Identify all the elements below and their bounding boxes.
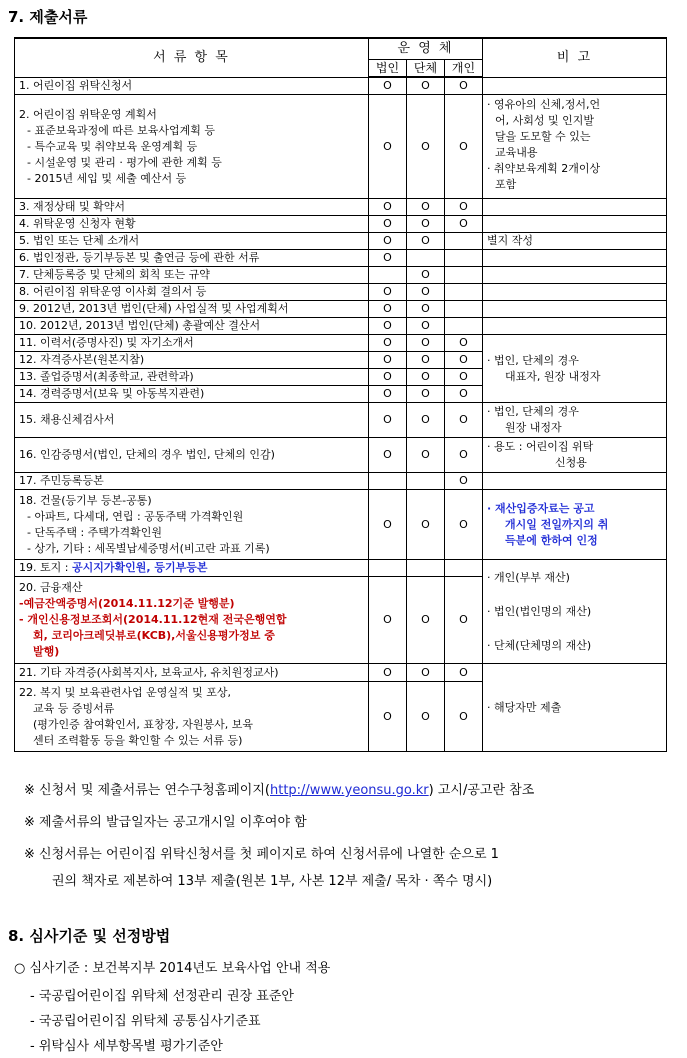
criteria-item: - 위탁심사 세부항목별 평가기준안 <box>30 1039 223 1054</box>
item-cell <box>15 233 369 250</box>
person-mark: O <box>445 577 483 664</box>
item-line: 4. 위탁운영 신청자 현황 <box>19 217 136 230</box>
table-row <box>15 233 667 250</box>
note-seal <box>483 438 667 473</box>
item-line: - 특수교육 및 취약보육 운영계획 등 <box>27 139 198 153</box>
header-operator: 운 영 체 <box>369 38 483 59</box>
table-row <box>15 318 667 335</box>
item-line: - 아파트, 다세대, 연립 : 공동주택 가격확인원 <box>27 509 244 523</box>
item-cell <box>15 403 369 438</box>
person-mark <box>445 301 483 318</box>
person-mark: O <box>445 473 483 490</box>
corp-mark: O <box>369 250 407 267</box>
land-docs: 공시지가확인원, 등기부등본 <box>71 561 208 574</box>
note-applicable: · 해당자만 제출 <box>483 664 667 752</box>
person-mark: O <box>445 386 483 403</box>
corp-mark: O <box>369 301 407 318</box>
section-7-title: 7. 제출서류 <box>8 8 88 26</box>
note-cell <box>483 284 667 301</box>
table-row <box>15 267 667 284</box>
person-mark: O <box>445 403 483 438</box>
header-person: 개인 <box>445 59 483 77</box>
table-row <box>15 284 667 301</box>
item-line: 13. 졸업증명서(최종학교, 관련학과) <box>19 370 194 383</box>
land-prefix: 19. 토지 : <box>19 561 72 574</box>
note-cell <box>483 216 667 233</box>
table-row <box>15 438 667 473</box>
corp-mark: O <box>369 369 407 386</box>
person-mark <box>445 267 483 284</box>
corp-mark: O <box>369 95 407 199</box>
group-mark <box>407 473 445 490</box>
item-cell <box>15 284 369 301</box>
note-cell <box>483 199 667 216</box>
item-line: 5. 법인 또는 단체 소개서 <box>19 234 140 247</box>
item-cell <box>15 335 369 352</box>
item-line: 교육 등 증빙서류 <box>33 701 115 715</box>
person-mark: O <box>445 216 483 233</box>
item-line: 회, 코리아크레딧뷰로(KCB),서울신용평가정보 중 <box>33 629 275 642</box>
remark-text: ) 고시/공고란 참조 <box>428 783 535 798</box>
group-mark: O <box>407 682 445 752</box>
note-line: · 법인(법인명의 재산) <box>487 604 592 618</box>
corp-mark: O <box>369 682 407 752</box>
person-mark: O <box>445 438 483 473</box>
item-line: 22. 복지 및 보육관련사업 운영실적 및 포상, <box>19 685 231 699</box>
table-row <box>15 301 667 318</box>
item-line: 1. 어린이집 위탁신청서 <box>19 78 133 92</box>
corp-mark: O <box>369 386 407 403</box>
item-line: - 시설운영 및 관리 · 평가에 관한 계획 등 <box>27 155 222 169</box>
table-row <box>15 216 667 233</box>
note-cell <box>483 250 667 267</box>
group-mark: O <box>407 369 445 386</box>
item-cell <box>15 664 369 682</box>
group-mark: O <box>407 318 445 335</box>
item-cell <box>15 560 369 577</box>
note-line: · 용도 : 어린이집 위탁 <box>487 440 594 453</box>
item-cell <box>15 216 369 233</box>
section-8-title: 8. 심사기준 및 선정방법 <box>8 927 171 945</box>
item-line: 10. 2012년, 2013년 법인(단체) 총괄예산 결산서 <box>19 319 261 332</box>
item-line: - 단독주택 : 주택가격확인원 <box>27 525 163 539</box>
corp-mark <box>369 473 407 490</box>
corp-mark <box>369 267 407 284</box>
item-line: (평가인증 참여확인서, 표창장, 자원봉사, 보육 <box>33 717 254 731</box>
table-row <box>15 490 667 560</box>
note-assets-blue <box>483 490 667 560</box>
group-mark: O <box>407 95 445 199</box>
item-cell <box>15 95 369 199</box>
note-cell <box>483 473 667 490</box>
note-line: 어, 사회성 및 인지발 <box>495 114 595 127</box>
item-line: 16. 인감증명서(법인, 단체의 경우 법인, 단체의 인감) <box>19 448 275 461</box>
table-row <box>15 403 667 438</box>
item-cell <box>15 250 369 267</box>
group-mark: O <box>407 267 445 284</box>
table-row <box>15 664 667 682</box>
group-mark <box>407 250 445 267</box>
person-mark <box>445 560 483 577</box>
note-line: · 단체(단체명의 재산) <box>487 638 592 652</box>
person-mark <box>445 233 483 250</box>
remark-text: ※ 신청서 및 제출서류는 연수구청홈페이지( <box>24 783 270 798</box>
item-line: 8. 어린이집 위탁운영 이사회 결의서 등 <box>19 285 207 298</box>
group-mark <box>407 560 445 577</box>
item-line <box>19 560 364 576</box>
item-cell <box>15 352 369 369</box>
item-cell <box>15 199 369 216</box>
note-representative <box>483 335 667 403</box>
item-line: 12. 자격증사본(원본지참) <box>19 353 145 366</box>
person-mark: O <box>445 664 483 682</box>
item-line: 2. 어린이집 위탁운영 계획서 <box>19 107 157 121</box>
item-line: - 표준보육과정에 따른 보육사업계획 등 <box>27 123 215 137</box>
item-line: 6. 법인정관, 등기부등본 및 출연금 등에 관한 서류 <box>19 251 260 264</box>
person-mark: O <box>445 199 483 216</box>
item-line: 7. 단체등록증 및 단체의 회칙 또는 규약 <box>19 268 210 281</box>
group-mark: O <box>407 664 445 682</box>
note-line: · 법인, 단체의 경우 <box>487 353 579 367</box>
note-line: 신청용 <box>555 456 587 469</box>
item-line: 14. 경력증명서(보육 및 아동복지관련) <box>19 387 205 400</box>
item-line: - 개인신용정보조회서(2014.11.12현재 전국은행연합 <box>19 613 287 626</box>
header-corp: 법인 <box>369 59 407 77</box>
group-mark: O <box>407 335 445 352</box>
corp-mark: O <box>369 318 407 335</box>
note-line: · 개인(부부 재산) <box>487 570 570 584</box>
note-line: 교육내용 <box>495 146 538 159</box>
item-cell <box>15 301 369 318</box>
note-cell <box>483 77 667 95</box>
person-mark: O <box>445 335 483 352</box>
item-line: 15. 채용신체검사서 <box>19 413 115 426</box>
corp-mark: O <box>369 77 407 95</box>
group-mark: O <box>407 216 445 233</box>
item-cell <box>15 490 369 560</box>
item-cell <box>15 473 369 490</box>
table-row <box>15 250 667 267</box>
group-mark: O <box>407 77 445 95</box>
person-mark: O <box>445 682 483 752</box>
item-line: 3. 재정상태 및 확약서 <box>19 200 125 213</box>
person-mark: O <box>445 352 483 369</box>
required-documents-table <box>14 37 667 752</box>
note-cell <box>483 301 667 318</box>
note-care-plan <box>483 95 667 199</box>
item-line: 17. 주민등록등본 <box>19 474 104 487</box>
group-mark: O <box>407 301 445 318</box>
corp-mark: O <box>369 233 407 250</box>
item-cell <box>15 682 369 752</box>
person-mark: O <box>445 77 483 95</box>
note-line: · 재산입증자료는 공고 <box>487 501 595 515</box>
item-line: 21. 기타 자격증(사회복지사, 보육교사, 유치원정교사) <box>19 665 279 679</box>
item-line: 11. 이력서(증명사진) 및 자기소개서 <box>19 336 194 349</box>
note-line: 득분에 한하여 인정 <box>505 533 598 547</box>
note-intro: 별지 작성 <box>483 233 667 250</box>
corp-mark: O <box>369 352 407 369</box>
person-mark <box>445 284 483 301</box>
header-note: 비 고 <box>483 38 667 77</box>
remark-website <box>24 779 534 798</box>
group-mark: O <box>407 403 445 438</box>
note-health-check <box>483 403 667 438</box>
item-cell <box>15 577 369 664</box>
corp-mark: O <box>369 284 407 301</box>
note-line: 달을 도모할 수 있는 <box>495 130 591 143</box>
group-mark: O <box>407 352 445 369</box>
note-line: · 취약보육계획 2개이상 <box>487 162 601 175</box>
note-line: · 영유아의 신체,정서,언 <box>487 98 601 111</box>
item-cell <box>15 267 369 284</box>
group-mark: O <box>407 438 445 473</box>
item-cell <box>15 77 369 95</box>
table-row <box>15 199 667 216</box>
note-line: 대표자, 원장 내정자 <box>505 369 601 383</box>
person-mark: O <box>445 95 483 199</box>
note-line: 원장 내정자 <box>505 421 562 434</box>
item-cell <box>15 318 369 335</box>
table-row <box>15 473 667 490</box>
corp-mark: O <box>369 664 407 682</box>
note-line: 포함 <box>495 178 517 191</box>
group-mark: O <box>407 490 445 560</box>
group-mark: O <box>407 284 445 301</box>
corp-mark: O <box>369 335 407 352</box>
item-line: 20. 금융재산 <box>19 581 83 594</box>
item-line: -예금잔액증명서(2014.11.12기준 발행분) <box>19 597 235 610</box>
item-cell <box>15 386 369 403</box>
corp-mark: O <box>369 403 407 438</box>
group-mark: O <box>407 199 445 216</box>
corp-mark: O <box>369 490 407 560</box>
person-mark <box>445 250 483 267</box>
item-line: 발행) <box>33 645 60 658</box>
item-line: 18. 건물(등기부 등본-공통) <box>19 493 152 507</box>
header-item: 서 류 항 목 <box>15 38 369 77</box>
group-mark: O <box>407 577 445 664</box>
remark-binding: ※ 신청서류는 어린이집 위탁신청서를 첫 페이지로 하여 신청서류에 나열한 순으로 1 <box>24 847 499 862</box>
corp-mark: O <box>369 199 407 216</box>
corp-mark: O <box>369 577 407 664</box>
header-group: 단체 <box>407 59 445 77</box>
item-line: 센터 조력활동 등을 확인할 수 있는 서류 등) <box>33 733 243 747</box>
corp-mark: O <box>369 216 407 233</box>
person-mark: O <box>445 369 483 386</box>
item-cell <box>15 438 369 473</box>
remark-binding-cont: 권의 책자로 제본하여 13부 제출(원본 1부, 사본 12부 제출/ 목차 · 쪽수 명시) <box>52 874 493 889</box>
item-line: 9. 2012년, 2013년 법인(단체) 사업실적 및 사업계획서 <box>19 302 289 315</box>
item-line: - 2015년 세입 및 세출 예산서 등 <box>27 171 187 185</box>
website-link[interactable]: http://www.yeonsu.go.kr <box>269 783 429 798</box>
corp-mark <box>369 560 407 577</box>
criteria-line: ○ 심사기준 : 보건복지부 2014년도 보육사업 안내 적용 <box>14 961 331 976</box>
item-line: - 상가, 기타 : 세목별납세증명서(비고란 과표 기록) <box>27 541 270 555</box>
note-cell <box>483 318 667 335</box>
table-row <box>15 560 667 577</box>
criteria-item: - 국공립어린이집 위탁체 공통심사기준표 <box>30 1014 261 1029</box>
group-mark: O <box>407 386 445 403</box>
criteria-item: - 국공립어린이집 위탁체 선정관리 권장 표준안 <box>30 989 294 1004</box>
note-line: 개시일 전일까지의 취 <box>505 517 609 531</box>
group-mark: O <box>407 233 445 250</box>
corp-mark: O <box>369 438 407 473</box>
person-mark <box>445 318 483 335</box>
note-assets-items <box>483 560 667 664</box>
table-row <box>15 77 667 95</box>
table-row <box>15 95 667 199</box>
note-cell <box>483 267 667 284</box>
remark-issue-date: ※ 제출서류의 발급일자는 공고개시일 이후여야 함 <box>24 815 307 830</box>
table-row <box>15 335 667 352</box>
person-mark: O <box>445 490 483 560</box>
note-line: · 법인, 단체의 경우 <box>487 405 579 418</box>
item-cell <box>15 369 369 386</box>
